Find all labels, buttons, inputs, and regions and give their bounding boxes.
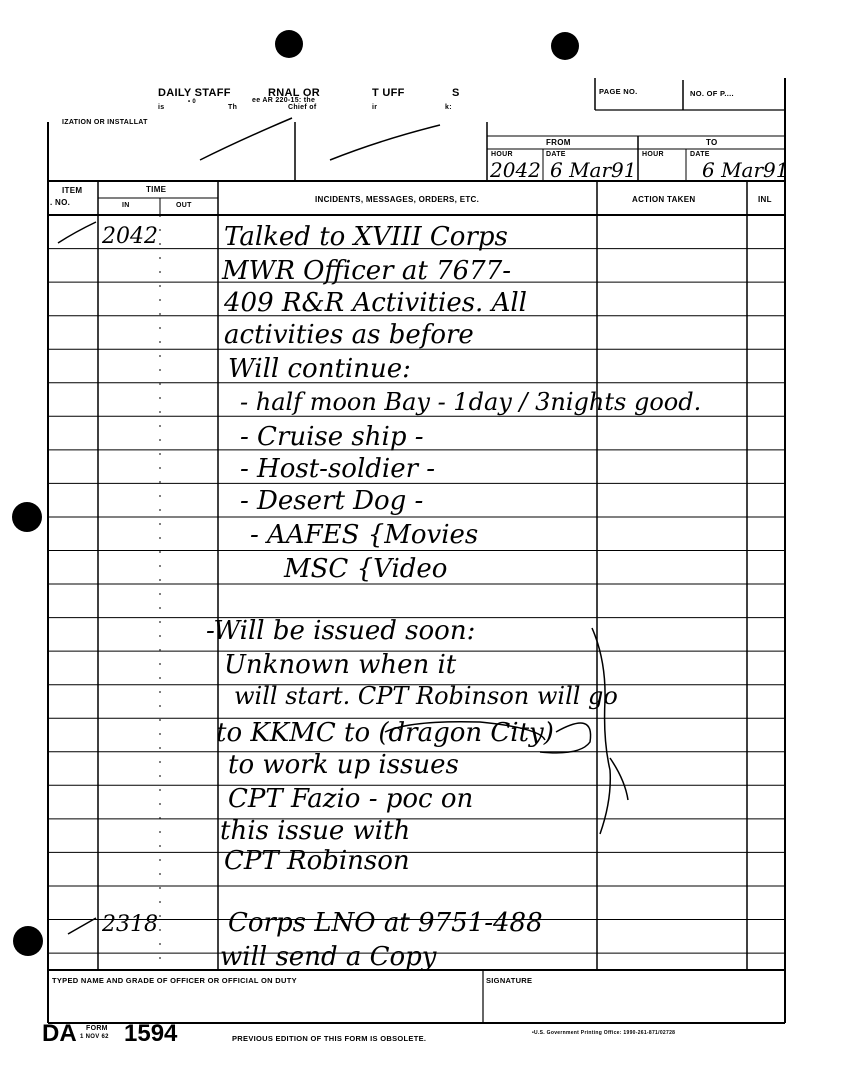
to-label: TO — [706, 138, 718, 147]
entry-1-line: - half moon Bay - 1day / 3nights good. — [240, 388, 702, 416]
form-title-fragment-2: RNAL OR — [268, 87, 321, 99]
form-subtitle-fragment-3: ir — [372, 104, 378, 111]
entry-2-line: Corps LNO at 9751-488 — [228, 908, 543, 938]
entry-2-time-in: 2318 — [102, 912, 158, 937]
form-title-fragment: DAILY STAFF — [158, 87, 231, 99]
to-hour-label: HOUR — [642, 151, 664, 158]
entry-1-line: MSC {Video — [284, 554, 448, 584]
typed-name-label: TYPED NAME AND GRADE OF OFFICER OR OFFICIAL ON DUTY — [52, 976, 297, 985]
to-date-label: DATE — [690, 151, 710, 158]
action-taken-column-label: ACTION TAKEN — [632, 195, 696, 204]
from-hour-label: HOUR — [491, 151, 513, 158]
entry-1-line: CPT Robinson — [224, 846, 410, 876]
no-of-pages-label: NO. OF P.... — [690, 89, 734, 98]
entry-1-line: this issue with — [220, 816, 411, 846]
page-no-label: PAGE NO. — [599, 87, 638, 96]
from-label: FROM — [546, 138, 571, 147]
entry-1-line: will start. CPT Robinson will go — [234, 682, 618, 710]
form-number: 1594 — [124, 1020, 178, 1047]
entry-1-line: - AAFES {Movies — [250, 520, 479, 550]
entry-1-line: CPT Fazio - poc on — [228, 784, 474, 814]
entry-1-line: to work up issues — [228, 750, 459, 780]
entry-2-line: will send a Copy — [220, 942, 437, 972]
chief-of-reference: Chief of — [288, 104, 317, 111]
entry-1-line: Unknown when it — [224, 650, 457, 680]
organization-label: IZATION OR INSTALLAT — [62, 119, 148, 126]
initials-column-label: INL — [758, 195, 772, 204]
form-edition-date: 1 NOV 62 — [80, 1034, 109, 1040]
form-title-fragment-3: T UFF — [372, 87, 405, 99]
printing-office-note: •U.S. Government Printing Office: 1990-261-871/02728 — [532, 1030, 676, 1036]
entry-1-line: activities as before — [224, 320, 474, 350]
form-subtitle-fragment-4: k: — [445, 104, 452, 111]
entry-1-line: - Host-soldier - — [240, 454, 436, 484]
from-hour-value: 2042 — [490, 158, 541, 182]
entry-1-line: to KKMC to (dragon City) — [216, 718, 554, 748]
time-out-label: OUT — [176, 202, 192, 209]
entry-1-line: 409 R&R Activities. All — [224, 288, 527, 318]
form-word: FORM — [86, 1025, 108, 1032]
regulation-reference: ee AR 220-15: the — [252, 97, 316, 104]
entry-1-line: - Cruise ship - — [240, 422, 424, 452]
signature-label: SIGNATURE — [486, 976, 533, 985]
form-subtitle-fragment-2: Th — [228, 104, 238, 111]
obsolete-note: PREVIOUS EDITION OF THIS FORM IS OBSOLETE. — [232, 1034, 427, 1043]
item-no-label: . NO. — [50, 198, 71, 207]
item-column-label: ITEM — [62, 186, 83, 195]
to-date-value: 6 Mar91 — [702, 158, 789, 182]
entry-1-line: Talked to XVIII Corps — [224, 222, 508, 252]
time-in-label: IN — [122, 202, 130, 209]
entry-1-time-in: 2042 — [102, 224, 158, 249]
form-mark: • 0 — [188, 99, 197, 105]
entry-1-line: MWR Officer at 7677- — [222, 256, 512, 286]
incidents-column-label: INCIDENTS, MESSAGES, ORDERS, ETC. — [315, 195, 480, 204]
entry-1-line: -Will be issued soon: — [206, 616, 476, 646]
form-subtitle-fragment: is — [158, 104, 165, 111]
time-column-label: TIME — [146, 185, 167, 194]
from-date-label: DATE — [546, 151, 566, 158]
entry-1-line: - Desert Dog - — [240, 486, 424, 516]
form-prefix: DA — [42, 1020, 77, 1047]
form-title-fragment-4: S — [452, 87, 460, 99]
from-date-value: 6 Mar91 — [550, 158, 637, 182]
entry-1-line: Will continue: — [228, 354, 411, 384]
